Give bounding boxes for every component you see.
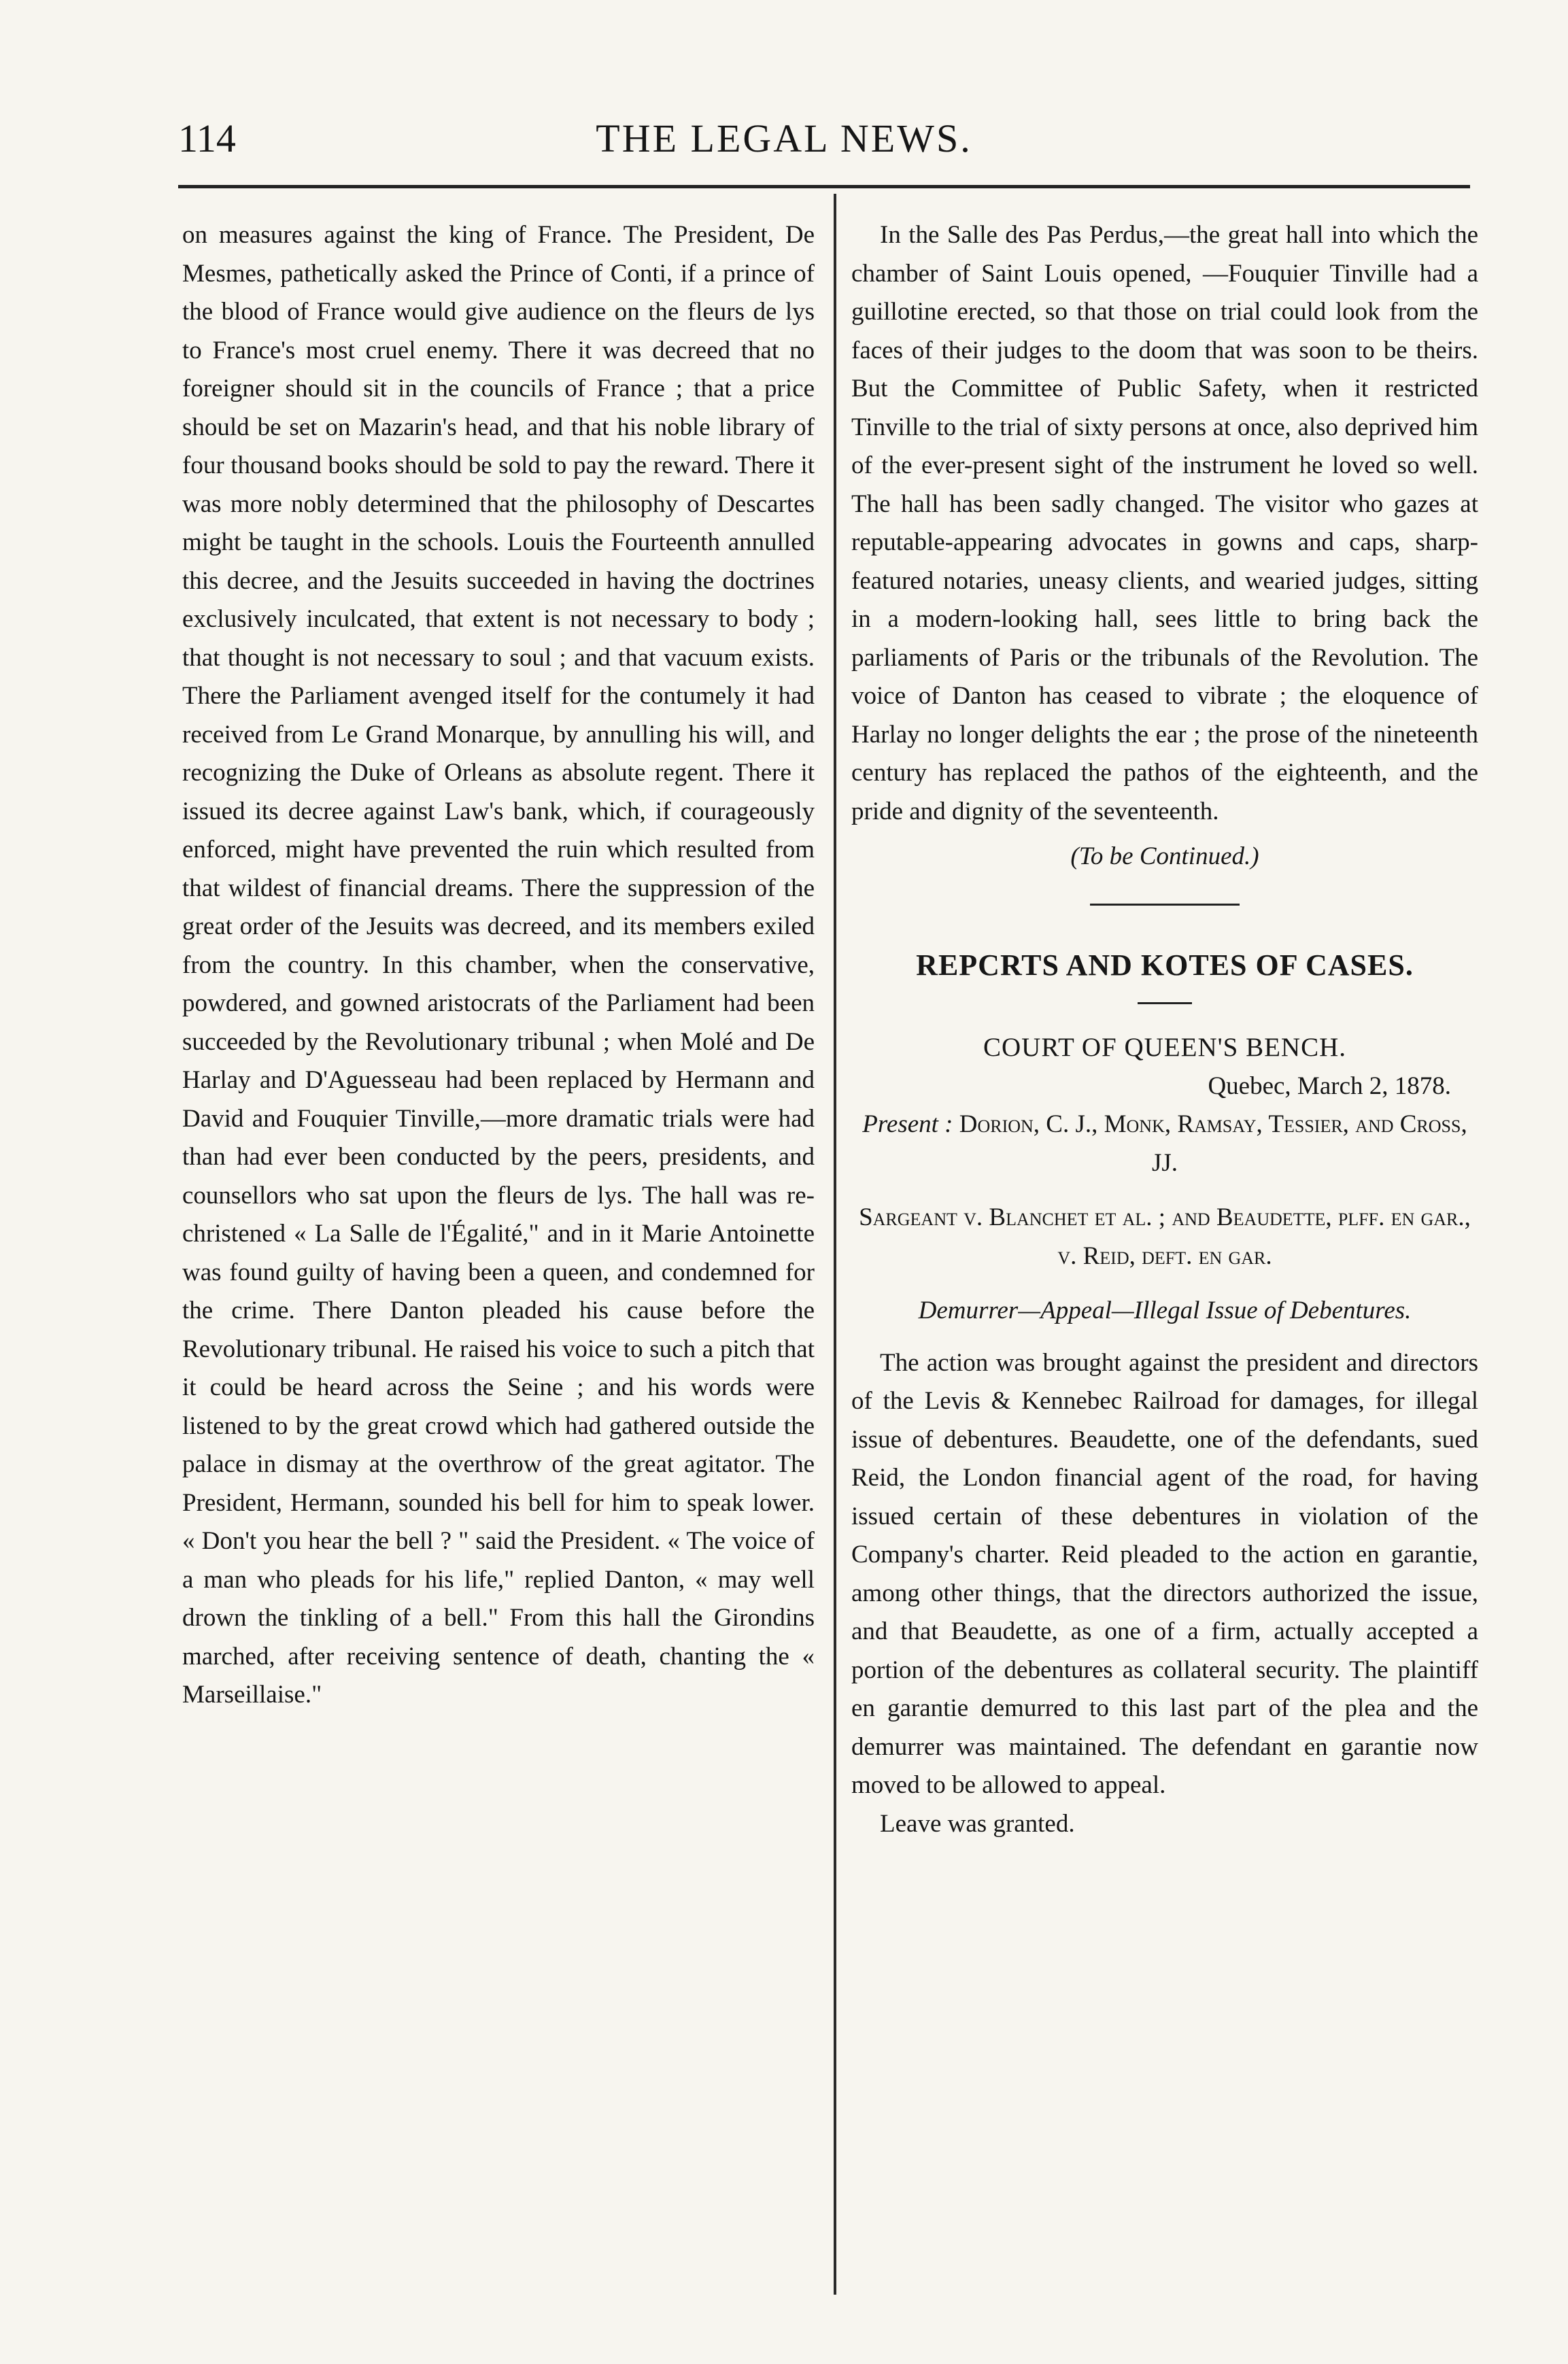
left-column — [182, 216, 815, 1715]
title-underline-rule — [1138, 1002, 1192, 1004]
page-header — [0, 116, 1568, 177]
dateline: Quebec, March 2, 1878. — [1208, 1072, 1451, 1100]
present-label: Present : — [862, 1110, 953, 1138]
column-divider — [834, 194, 836, 2295]
article-paragraph-closing: In the Salle des Pas Perdus,—the great hall into which the chamber of Saint Louis opened, —Fouquier Tinville had a guillotine erected, so that those on trial could look from the faces of their judges to the doom that was soon to be theirs. But the Committee of Public Safety, when it restricted Tinville to the trial of sixty persons at once, also deprived him of the ever-present sight of the instrument he loved so well. The hall has been sadly changed. The visitor who gazes at reputable-appearing advocates in gowns and caps, sharp-featured notaries, uneasy clients, and wearied judges, sitting in a modern-looking hall, sees little to bring back the parliaments of Paris or the tribunals of the Revolution. The voice of Danton has ceased to vibrate ; the eloquence of Harlay no longer delights the ear ; the prose of the nineteenth century has replaced the pathos of the eighteenth, and the pride and dignity of the seventeenth. — [851, 221, 1478, 825]
right-column — [851, 216, 1478, 1843]
to-be-continued-note: (To be Continued.) — [1070, 842, 1259, 870]
article-paragraph-continued: on measures against the king of France. The President, De Mesmes, pathetically asked the Prince of Conti, if a prince of the blood of France would give audience on the fleurs de lys to France's most cruel enemy. There it was decreed that no foreigner should sit in the councils of France ; that a price should be set on Mazarin's head, and that his noble library of four thousand books should be sold to pay the reward. There it was more nobly determined that the philosophy of Descartes might be taught in the schools. Louis the Fourteenth annulled this decree, and the Jesuits succeeded in having the doctrines exclusively inculcated, that extent is not necessary to body ; that thought is not necessary to soul ; and that vacuum exists. There the Parliament avenged itself for the contumely it had received from Le Grand Monarque, by annulling his will, and recognizing the Duke of Orleans as absolute regent. There it issued its decree against Law's bank, which, if courageously enforced, might have prevented the ruin which resulted from that wildest of financial dreams. There the suppression of the great order of the Jesuits was decreed, and its members exiled from the country. In this chamber, when the conservative, powdered, and gowned aristocrats of the Parliament had been succeeded by the Revolutionary tribunal ; when Molé and De Harlay and D'Aguesseau had been replaced by Hermann and David and Fouquier Tinville,—more dramatic trials were had than had ever been conducted by the peers, presidents, and counsellors who sat upon the fleurs de lys. The hall was re-christened « La Salle de l'Égalité," and in it Marie Antoinette was found guilty of having been a queen, and condemned for the crime. There Danton pleaded his cause before the Revolutionary tribunal. He raised his voice to such a pitch that it could be heard across the Seine ; and his words were listened to by the great crowd which had gathered outside the palace in dismay at the overthrow of the great agitator. The President, Hermann, sounded his bell for him to speak lower. « Don't you hear the bell ? " said the President. « The voice of a man who pleads for his life," replied Danton, « may well drown the tinkling of a bell." From this hall the Girondins marched, after receiving sentence of death, chanting the « Marseillaise." — [182, 221, 815, 1709]
case-headnote: Demurrer—Appeal—Illegal Issue of Debentures. — [918, 1297, 1412, 1324]
case-parties: Sargeant v. Blanchet et al. ; and Beaudette, plff. en gar., v. Reid, deft. en gar. — [859, 1203, 1471, 1270]
page-number: 114 — [178, 116, 236, 160]
section-separator-rule — [1090, 904, 1240, 906]
section-title: REPCRTS AND KOTES OF CASES. — [916, 948, 1414, 982]
present-line — [851, 1106, 1478, 1182]
header-rule — [178, 185, 1470, 188]
case-paragraph: The action was brought against the president and directors of the Levis & Kennebec Railroad for damages, for illegal issue of debentures. Beaudette, one of the defendants, sued Reid, the London financial agent of the road, for having issued certain of these debentures in violation of the Company's charter. Reid pleaded to the action en garantie, among other things, that the directors authorized the issue, and that Beaudette, as one of a firm, actually accepted a portion of the debentures as collateral security. The plaintiff en garantie demurred to this last part of the plea and the demurrer was maintained. The defendant en garantie now moved to be allowed to appeal. — [851, 1348, 1478, 1799]
case-closing: Leave was granted. — [880, 1809, 1075, 1838]
present-judges: Dorion, C. J., Monk, Ramsay, Tessier, and Cross, JJ. — [959, 1110, 1467, 1177]
court-name: COURT OF QUEEN'S BENCH. — [983, 1033, 1347, 1062]
running-title: THE LEGAL NEWS. — [596, 116, 972, 160]
